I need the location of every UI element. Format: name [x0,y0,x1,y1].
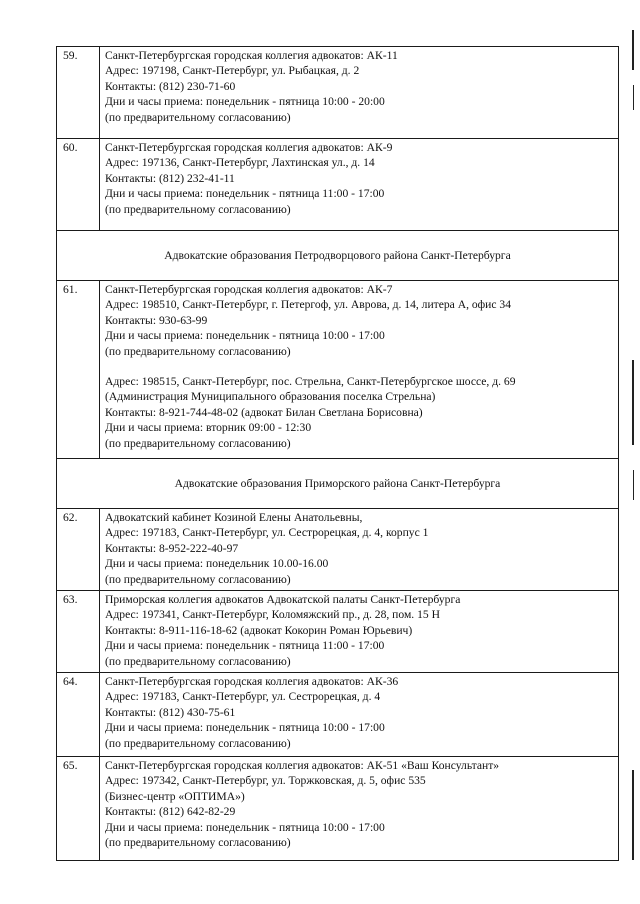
entry-line: (Бизнес-центр «ОПТИМА») [105,789,245,803]
entry-line: Дни и часы приема: понедельник - пятница 10:00 - 17:00 [105,721,385,735]
entry-line: (по предварительному согласованию) [105,202,291,216]
entry-line: Контакты: (812) 232-41-11 [105,171,235,185]
scan-artifact-mark [632,770,634,860]
entry-details [100,47,619,139]
entry-line: Адрес: 197183, Санкт-Петербург, ул. Сестрорецкая, д. 4 [105,690,381,704]
entry-line: Дни и часы приема: вторник 09:00 - 12:30 [105,421,312,435]
entry-number: 63. [57,591,100,673]
entry-details [100,673,619,757]
entry-line: Дни и часы приема: понедельник - пятница 11:00 - 17:00 [105,187,385,201]
entry-line: Дни и часы приема: понедельник - пятница 10:00 - 17:00 [105,329,385,343]
entry-line: Дни и часы приема: понедельник - пятница 10:00 - 17:00 [105,820,385,834]
district-heading: Адвокатские образования Приморского района Санкт-Петербурга [57,459,619,509]
entry-details [100,591,619,673]
entry-line: Приморская коллегия адвокатов Адвокатской палаты Санкт-Петербурга [105,593,461,606]
entry-line: (Администрация Муниципального образования поселка Стрельна) [105,390,436,404]
table-row [57,757,619,861]
entry-line: Контакты: (812) 430-75-61 [105,705,236,719]
table-row [57,47,619,139]
entry-line: Санкт-Петербургская городская коллегия адвокатов: АК-7 [105,283,393,296]
entry-line: (по предварительному согласованию) [105,344,291,358]
entry-line: Контакты: (812) 642-82-29 [105,805,236,819]
entry-line: (по предварительному согласованию) [105,110,291,124]
entry-number: 65. [57,757,100,861]
entry-line: Дни и часы приема: понедельник - пятница 11:00 - 17:00 [105,639,385,653]
entry-line: Контакты: (812) 230-71-60 [105,79,236,93]
table-row [57,281,619,459]
entry-line: Контакты: 8-952-222-40-97 [105,541,239,555]
district-heading-row [57,459,619,509]
entry-line: Адвокатский кабинет Козиной Елены Анатольевны, [105,511,363,524]
entry-details [100,281,619,459]
table-row [57,673,619,757]
scan-artifact-mark [632,360,634,445]
table-row [57,591,619,673]
scan-artifact-mark [633,470,634,500]
table-row [57,139,619,231]
entry-number: 59. [57,47,100,139]
entry-line: Санкт-Петербургская городская коллегия адвокатов: АК-51 «Ваш Консультант» [105,759,500,772]
law-offices-table [56,46,619,861]
entry-line: Контакты: 8-911-116-18-62 (адвокат Кокорин Роман Юрьевич) [105,623,413,637]
entry-line: Контакты: 930-63-99 [105,313,208,327]
scan-artifact-mark [632,30,634,70]
district-heading-row [57,231,619,281]
entry-line: Адрес: 197136, Санкт-Петербург, Лахтинская ул., д. 14 [105,156,375,170]
entry-details [100,139,619,231]
entry-line: (по предварительному согласованию) [105,836,291,850]
entry-line: Адрес: 198510, Санкт-Петербург, г. Петергоф, ул. Аврова, д. 14, литера А, офис 34 [105,298,512,312]
entry-line: Адрес: 197342, Санкт-Петербург, ул. Торжковская, д. 5, офис 535 [105,774,426,788]
entry-line: (по предварительному согласованию) [105,736,291,750]
entry-line: Контакты: 8-921-744-48-02 (адвокат Билан Светлана Борисовна) [105,405,423,419]
scan-artifact-mark [633,85,634,110]
entry-number: 61. [57,281,100,459]
entry-line: Дни и часы приема: понедельник - пятница 10:00 - 20:00 [105,95,385,109]
entry-number: 60. [57,139,100,231]
entry-number: 64. [57,673,100,757]
district-heading: Адвокатские образования Петродворцового района Санкт-Петербурга [57,231,619,281]
table-row [57,509,619,591]
entry-line: (по предварительному согласованию) [105,572,291,586]
entry-line: Санкт-Петербургская городская коллегия адвокатов: АК-11 [105,49,398,62]
entry-line: Адрес: 197183, Санкт-Петербург, ул. Сестрорецкая, д. 4, корпус 1 [105,526,429,540]
entry-line: Адрес: 198515, Санкт-Петербург, пос. Стрельна, Санкт-Петербургское шоссе, д. 69 [105,375,516,389]
entry-line: Санкт-Петербургская городская коллегия адвокатов: АК-36 [105,675,399,688]
table-body [57,47,619,861]
entry-line: Санкт-Петербургская городская коллегия адвокатов: АК-9 [105,141,393,154]
entry-number: 62. [57,509,100,591]
entry-details [100,509,619,591]
blank-line [105,359,618,374]
entry-line: Дни и часы приема: понедельник 10.00-16.00 [105,557,329,571]
entry-line: Адрес: 197341, Санкт-Петербург, Коломяжский пр., д. 28, пом. 15 Н [105,608,440,622]
entry-line: (по предварительному согласованию) [105,436,291,450]
entry-line: Адрес: 197198, Санкт-Петербург, ул. Рыбацкая, д. 2 [105,64,360,78]
entry-details [100,757,619,861]
entry-line: (по предварительному согласованию) [105,654,291,668]
